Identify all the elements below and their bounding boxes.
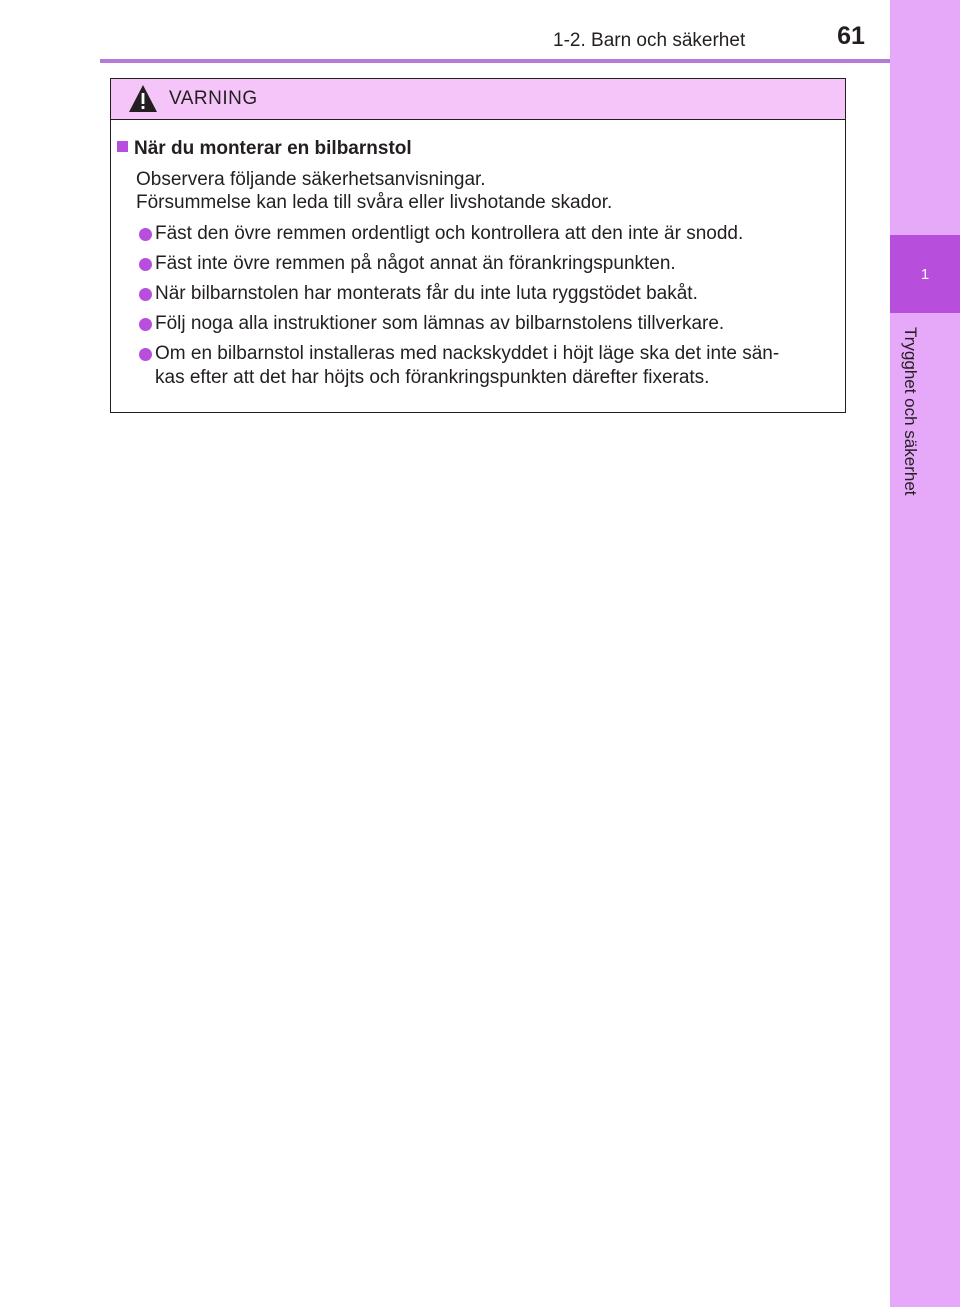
circle-bullet-icon bbox=[139, 318, 152, 331]
chapter-title: Trygghet och säkerhet bbox=[901, 327, 920, 496]
square-bullet-icon bbox=[117, 141, 128, 152]
warning-box: VARNING När du monterar en bilbarnstol Observera följande säkerhetsanvisningar. Försummelse kan leda till svåra eller livshotande skador. Fäst den övre remmen ordentligt och kontrollera att den inte är snodd. Fäst inte övre remmen på något annat än förankringspunkten. När bilbarnstolen har monterats får du inte luta ryggstödet bakåt. Följ noga alla instruktioner som lämnas av bilbarnstolens tillverkare. Om en bilbarnstol installeras med nackskyddet i höjt läge ska det inte sän- kas efter att det har höjts och förankringspunkten därefter fixerats. bbox=[110, 78, 846, 413]
circle-bullet-icon bbox=[139, 348, 152, 361]
chapter-tab bbox=[890, 235, 960, 313]
circle-bullet-icon bbox=[139, 228, 152, 241]
circle-bullet-icon bbox=[139, 288, 152, 301]
header-rule bbox=[100, 59, 890, 63]
intro-line: Försummelse kan leda till svåra eller livshotande skador. bbox=[136, 192, 613, 213]
circle-bullet-icon bbox=[139, 258, 152, 271]
warning-triangle-icon bbox=[128, 84, 158, 113]
warning-section-title: När du monterar en bilbarnstol bbox=[117, 138, 412, 160]
warning-header bbox=[111, 79, 845, 120]
page-number: 61 bbox=[837, 22, 865, 50]
intro-line: Observera följande säkerhetsanvisningar. bbox=[136, 169, 486, 190]
chapter-number: 1 bbox=[920, 265, 930, 283]
section-heading: 1-2. Barn och säkerhet bbox=[553, 30, 746, 51]
warning-title: VARNING bbox=[169, 88, 258, 109]
sidebar-strip bbox=[890, 0, 960, 1307]
